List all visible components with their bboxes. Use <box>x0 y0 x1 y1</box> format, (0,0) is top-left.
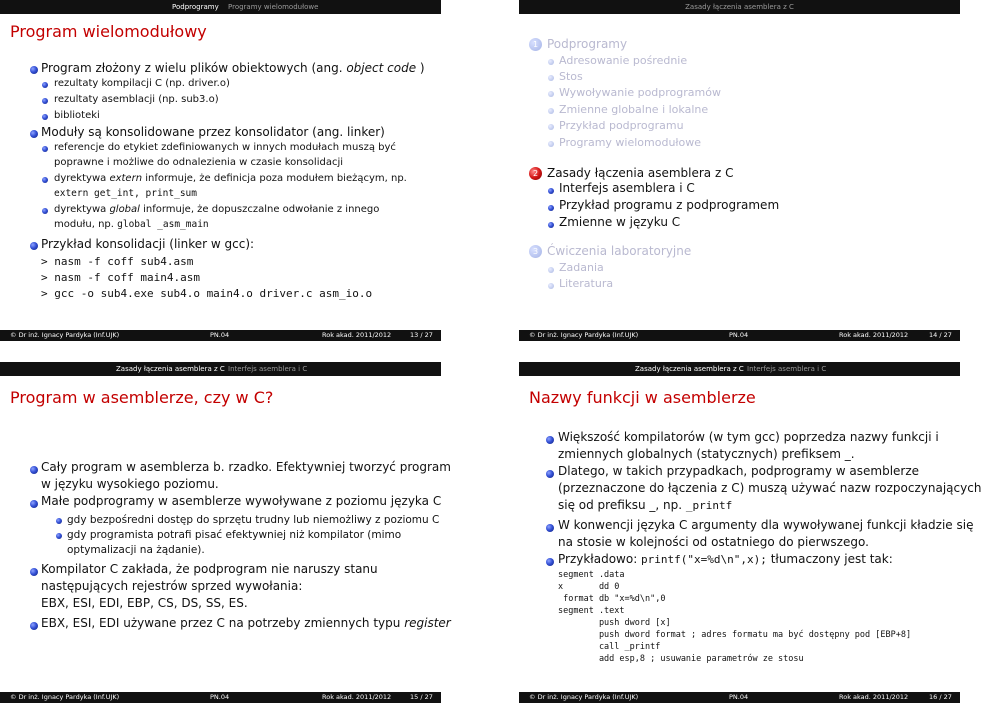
sub-bullet-icon <box>42 177 48 183</box>
nav-bar <box>519 362 960 376</box>
sub-bullet-icon <box>548 75 554 81</box>
sub-bullet-icon <box>548 91 554 97</box>
slide-13 <box>0 0 441 341</box>
item-text: dyrektywa global informuje, że dopuszczalne odwołanie z innego <box>54 204 380 215</box>
toc-number: 3 <box>529 245 542 258</box>
toc-subsection[interactable]: Literatura <box>559 277 614 290</box>
nav-subsection[interactable]: Interfejs asemblera i C <box>228 365 308 373</box>
item-text: W konwencji języka C argumenty dla wywoływanej funkcji kładzie się <box>558 518 974 532</box>
code-line: segment .text <box>558 606 625 616</box>
slide-title: Nazwy funkcji w asemblerze <box>529 388 756 407</box>
footer-course: PN.04 <box>729 331 749 339</box>
slide-15 <box>0 362 451 703</box>
nav-section[interactable]: Zasady łączenia asemblera z C <box>635 365 744 373</box>
toc-subsection[interactable]: Programy wielomodułowe <box>559 136 702 149</box>
item-text: rezultaty kompilacji C (np. driver.o) <box>54 78 230 89</box>
item-text: dyrektywa extern informuje, że definicja poza modułem bieżącym, np. <box>54 173 407 184</box>
sub-bullet-icon <box>548 205 554 211</box>
code-line: push dword [x] <box>558 618 671 628</box>
item-text: optymalizacji na żądanie). <box>67 544 205 556</box>
item-text: Kompilator C zakłada, że podprogram nie naruszy stanu <box>41 562 378 576</box>
sub-bullet-icon <box>548 141 554 147</box>
footer-year: Rok akad. 2011/2012 <box>839 693 909 701</box>
code-line: format db "x=%d\n",0 <box>558 594 666 604</box>
sub-bullet-icon <box>548 108 554 114</box>
item-text: rezultaty asemblacji (np. sub3.o) <box>54 94 219 105</box>
footer-year: Rok akad. 2011/2012 <box>322 693 392 701</box>
bullet-icon <box>30 66 38 74</box>
footer-author: © Dr inż. Ignacy Pardyka (Inf.UJK) <box>10 693 120 701</box>
footer <box>519 330 960 341</box>
toc-subsection[interactable]: Zmienne w języku C <box>559 215 681 229</box>
item-text: Przykładowo: printf("x=%d\n",x); tłumaczony jest tak: <box>558 552 893 566</box>
sub-bullet-icon <box>548 124 554 130</box>
item-text: referencje do etykiet zdefiniowanych w innych modułach muszą być <box>54 142 396 153</box>
code-line: > nasm -f coff main4.asm <box>41 271 200 284</box>
item-text: na stosie w kolejności od ostatniego do pierwszego. <box>558 535 869 549</box>
sub-bullet-icon <box>56 518 62 524</box>
item-text: gdy programista potrafi pisać efektywniej niż kompilator (mimo <box>67 529 402 541</box>
nav-section[interactable]: Zasady łączenia asemblera z C <box>685 3 794 11</box>
code-text: extern get_int, print_sum <box>54 188 197 199</box>
item-text: Moduły są konsolidowane przez konsolidator (ang. linker) <box>41 125 385 139</box>
footer-year: Rok akad. 2011/2012 <box>322 331 392 339</box>
sub-bullet-icon <box>548 222 554 228</box>
slide-title: Program wielomodułowy <box>10 22 207 41</box>
toc-number: 1 <box>529 38 542 51</box>
footer-author: © Dr inż. Ignacy Pardyka (Inf.UJK) <box>10 331 120 339</box>
sub-bullet-icon <box>548 59 554 65</box>
toc-subsection[interactable]: Zmienne globalne i lokalne <box>559 103 709 116</box>
code-line: add esp,8 ; usuwanie parametrów ze stosu <box>558 654 804 664</box>
toc-subsection[interactable]: Stos <box>559 70 583 83</box>
sub-bullet-icon <box>548 283 554 289</box>
bullet-icon <box>546 436 554 444</box>
footer-author: © Dr inż. Ignacy Pardyka (Inf.UJK) <box>529 331 639 339</box>
footer-page: 16 / 27 <box>929 693 952 701</box>
footer-course: PN.04 <box>729 693 749 701</box>
footer-year: Rok akad. 2011/2012 <box>839 331 909 339</box>
nav-section[interactable]: Podprogramy <box>172 3 219 11</box>
toc-subsection[interactable]: Interfejs asemblera i C <box>559 181 695 195</box>
slide-14 <box>519 0 960 341</box>
bullet-icon <box>30 500 38 508</box>
item-text: następujących rejestrów sprzed wywołania: <box>41 579 303 593</box>
item-text: (przeznaczone do łączenia z C) muszą używać nazw rozpoczynających <box>558 481 981 495</box>
item-text: w języku wysokiego poziomu. <box>41 477 219 491</box>
bullet-icon <box>546 524 554 532</box>
footer-author: © Dr inż. Ignacy Pardyka (Inf.UJK) <box>529 693 639 701</box>
toc-section[interactable]: Podprogramy <box>547 37 628 51</box>
toc-subsection[interactable]: Przykład programu z podprogramem <box>559 198 780 212</box>
slide-title: Program w asemblerze, czy w C? <box>10 388 274 407</box>
bullet-icon <box>30 466 38 474</box>
nav-bar <box>519 0 960 14</box>
code-line: > gcc -o sub4.exe sub4.o main4.o driver.c asm_io.o <box>41 287 373 300</box>
item-text: gdy bezpośredni dostęp do sprzętu trudny lub niemożliwy z poziomu C <box>67 514 440 526</box>
item-text: Większość kompilatorów (w tym gcc) poprzedza nazwy funkcji i <box>558 430 939 444</box>
item-text: Program złożony z wielu plików obiektowych (ang. object code ) <box>41 61 425 75</box>
footer <box>0 330 441 341</box>
nav-subsection[interactable]: Programy wielomodułowe <box>228 3 319 11</box>
footer-page: 15 / 27 <box>410 693 433 701</box>
bullet-icon <box>30 622 38 630</box>
item-text: Dlatego, w takich przypadkach, podprogramy w asemblerze <box>558 464 920 478</box>
sub-bullet-icon <box>548 188 554 194</box>
footer <box>519 692 960 703</box>
footer-page: 14 / 27 <box>929 331 952 339</box>
sub-bullet-icon <box>42 146 48 152</box>
item-text: EBX, ESI, EDI używane przez C na potrzeby zmiennych typu register <box>41 616 451 630</box>
toc-subsection[interactable]: Adresowanie pośrednie <box>559 54 688 67</box>
item-text: Cały program w asemblerza b. rzadko. Efektywniej tworzyć program <box>41 460 451 474</box>
bullet-icon <box>546 470 554 478</box>
nav-bar <box>0 362 441 376</box>
footer-course: PN.04 <box>210 331 230 339</box>
nav-subsection[interactable]: Interfejs asemblera i C <box>747 365 827 373</box>
item-text: zmiennych globalnych (statycznych) prefiksem _. <box>558 447 855 461</box>
code-line: x dd 0 <box>558 582 620 592</box>
sub-bullet-icon <box>42 208 48 214</box>
slide-16 <box>519 362 981 703</box>
sub-bullet-icon <box>42 98 48 104</box>
bullet-icon <box>30 130 38 138</box>
toc-subsection[interactable]: Wywoływanie podprogramów <box>559 86 721 99</box>
toc-subsection[interactable]: Zadania <box>559 261 604 274</box>
item-text: modułu, np. global _asm_main <box>54 219 209 230</box>
sub-bullet-icon <box>56 533 62 539</box>
toc-subsection[interactable]: Przykład podprogramu <box>559 119 684 132</box>
item-text: Przykład konsolidacji (linker w gcc): <box>41 237 255 251</box>
sub-bullet-icon <box>548 267 554 273</box>
item-text: Małe podprogramy w asemblerze wywoływane z poziomu języka C <box>41 494 442 508</box>
item-text: EBX, ESI, EDI, EBP, CS, DS, SS, ES. <box>41 596 248 610</box>
bullet-icon <box>30 568 38 576</box>
code-line: segment .data <box>558 570 625 580</box>
nav-section[interactable]: Zasady łączenia asemblera z C <box>116 365 225 373</box>
footer <box>0 692 441 703</box>
item-text: biblioteki <box>54 110 100 121</box>
code-line: push dword format ; adres formatu ma być dostępny pod [EBP+8] <box>558 630 912 640</box>
bullet-icon <box>546 558 554 566</box>
sub-bullet-icon <box>42 82 48 88</box>
nav-bar <box>0 0 441 14</box>
code-line: call _printf <box>558 642 661 652</box>
toc-section[interactable]: Ćwiczenia laboratoryjne <box>547 244 692 258</box>
code-line: > nasm -f coff sub4.asm <box>41 255 194 268</box>
footer-page: 13 / 27 <box>410 331 433 339</box>
toc-number: 2 <box>529 167 542 180</box>
bullet-icon <box>30 242 38 250</box>
sub-bullet-icon <box>42 114 48 120</box>
item-text: się od prefiksu _, np. _printf <box>558 498 733 512</box>
toc-section[interactable]: Zasady łączenia asemblera z C <box>547 166 734 180</box>
item-text: poprawne i możliwe do odnalezienia w czasie konsolidacji <box>54 157 343 168</box>
footer-course: PN.04 <box>210 693 230 701</box>
